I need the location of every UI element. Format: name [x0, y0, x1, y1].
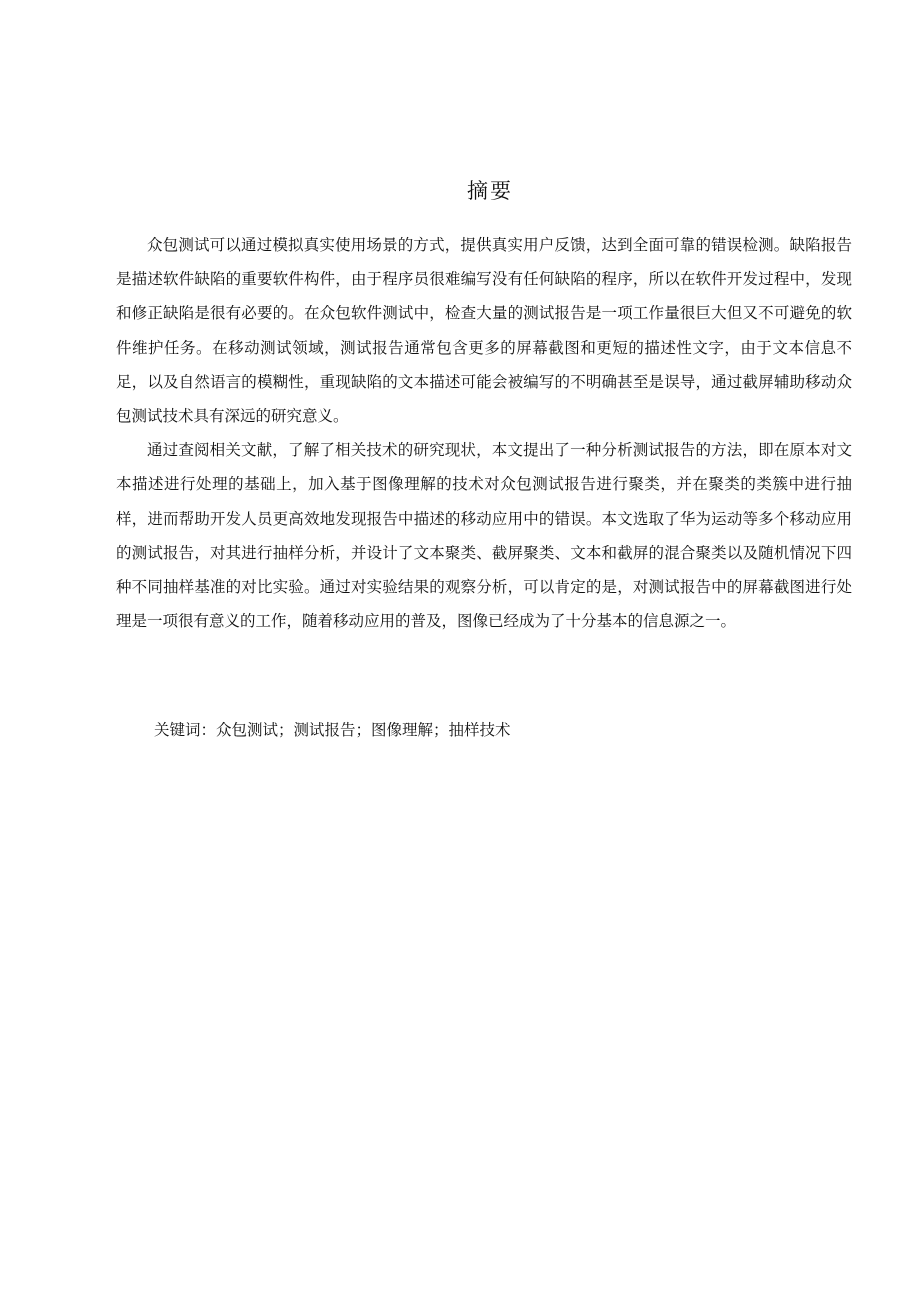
abstract-body [116, 228, 852, 638]
keywords-line: 关键词：众包测试；测试报告；图像理解；抽样技术 [154, 721, 511, 739]
abstract-paragraph-1: 众包测试可以通过模拟真实使用场景的方式，提供真实用户反馈，达到全面可靠的错误检测。缺陷报告是描述软件缺陷的重要软件构件，由于程序员很难编写没有任何缺陷的程序，所以在软件开发过程中，发现和修正缺陷是很有必要的。在众包软件测试中，检查大量的测试报告是一项工作量很巨大但又不可避免的软件维护任务。在移动测试领域，测试报告通常包含更多的屏幕截图和更短的描述性文字，由于文本信息不足，以及自然语言的模糊性，重现缺陷的文本描述可能会被编写的不明确甚至是误导，通过截屏辅助移动众包测试技术具有深远的研究意义。 [116, 236, 852, 426]
abstract-title: 摘要 [467, 179, 513, 203]
abstract-paragraph-2: 通过查阅相关文献，了解了相关技术的研究现状，本文提出了一种分析测试报告的方法，即在原本对文本描述进行处理的基础上，加入基于图像理解的技术对众包测试报告进行聚类，并在聚类的类簇中进行抽样，进而帮助开发人员更高效地发现报告中描述的移动应用中的错误。本文选取了华为运动等多个移动应用的测试报告，对其进行抽样分析，并设计了文本聚类、截屏聚类、文本和截屏的混合聚类以及随机情况下四种不同抽样基准的对比实验。通过对实验结果的观察分析，可以肯定的是，对测试报告中的屏幕截图进行处理是一项很有意义的工作，随着移动应用的普及，图像已经成为了十分基本的信息源之一。 [116, 441, 852, 631]
